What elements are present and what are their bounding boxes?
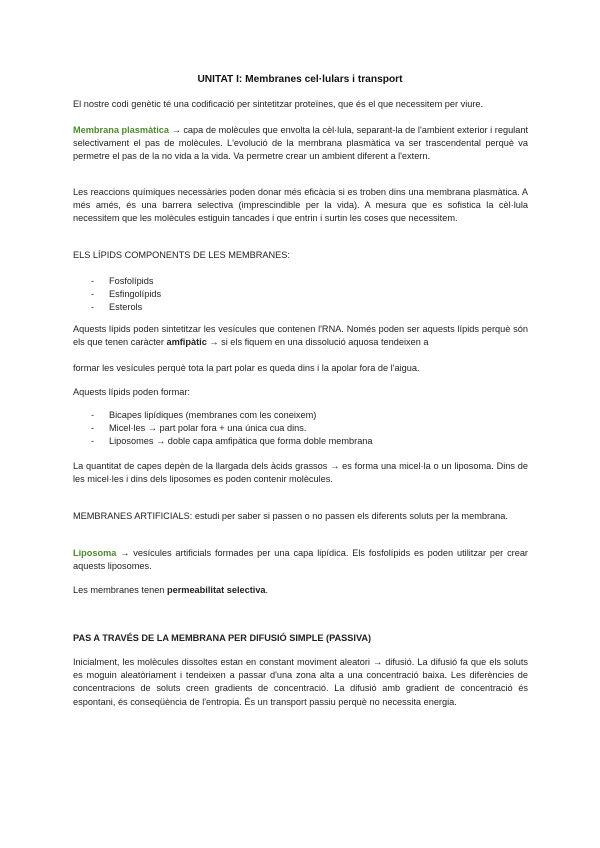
- lipids-list: [91, 275, 528, 315]
- term-liposome: Liposoma: [73, 548, 117, 558]
- list-item: - Esfingolípids: [91, 288, 528, 301]
- amphipathic-paragraph: [73, 323, 528, 349]
- list-item: - Esterols: [91, 301, 528, 314]
- term-plasma-membrane: Membrana plasmàtica: [73, 125, 170, 135]
- section-heading-diffusion: PAS A TRAVÉS DE LA MEMBRANA PER DIFUSIÓ SIMPLE (PASSIVA): [73, 633, 372, 643]
- plasma-membrane-paragraph: [73, 124, 528, 164]
- permeability-text-after: .: [265, 585, 269, 595]
- diffusion-paragraph: Inicialment, les molècules dissoltes estan en constant moviment aleatori → difusió. La difusió fa que els soluts es moguin aleatòriament i tendeixen a passar d'una zona alta a una concentració baixa. Les diferències de concentracions de soluts creen gradients de concentració. La difusió amb gradient de concentració és espontani, és conseqüència de l'entropia. És un transport passiu perquè no necessita energia.: [73, 657, 528, 707]
- can-form-paragraph: Aquests lípids poden formar:: [73, 387, 190, 397]
- amphipathic-text-after: → si els fiquem en una dissolució aquosa tendeixen a: [206, 337, 429, 348]
- list-item: - Bicapes lipídiques (membranes com les coneixem): [91, 409, 528, 422]
- list-item: - Liposomes → doble capa amfipàtica que forma doble membrana: [91, 435, 528, 448]
- layers-paragraph: La quantitat de capes depèn de la llargada dels àcids grassos → es forma una micel·la o un liposoma. Dins de les micel·les i dins dels liposomes es poden contenir molècules.: [73, 461, 528, 485]
- lipids-heading: ELS LÍPIDS COMPONENTS DE LES MEMBRANES:: [73, 250, 290, 260]
- artificial-membranes-paragraph: MEMBRANES ARTIFICIALS: estudi per saber si passen o no passen els diferents soluts per la membrana.: [73, 511, 508, 521]
- amphipathic-text-before: Aquests lípids poden sintetitzar les vesícules que contenen l'RNA. Només poden ser aquests lípids perquè són els que tenen caràcter: [73, 324, 528, 348]
- permeability-text-before: Les membranes tenen: [73, 585, 167, 595]
- list-item: - Micel·les → part polar fora + una única cua dins.: [91, 422, 528, 435]
- document-title: UNITAT I: Membranes cel·lulars i transport: [197, 74, 403, 85]
- chemical-reactions-paragraph: Les reaccions químiques necessàries poden donar més eficàcia si es troben dins una membrana plasmàtica. A més amés, és una barrera selectiva (imprescindible per la vida). A mesura que es sofistica la cèl·lula necessitem que les molècules estiguin tancades i que entrin i surtin les coses que necessitem.: [73, 187, 528, 224]
- liposome-definition: → vesícules artificials formades per una capa lipídica. Els fosfolípids es poden utilitzar per crear aquests liposomes.: [73, 548, 528, 572]
- liposome-paragraph: [73, 547, 528, 573]
- list-item: - Fosfolípids: [91, 275, 528, 288]
- vesicles-paragraph: formar les vesícules perquè tota la part polar es queda dins i la apolar fora de l'aigua.: [73, 363, 420, 373]
- intro-paragraph: El nostre codi genètic té una codificació per sintetitzar proteïnes, que és el que necessitem per viure.: [73, 99, 484, 109]
- forms-list: [91, 409, 528, 449]
- term-selective-permeability: permeabilitat selectiva: [166, 585, 266, 595]
- plasma-membrane-definition: → capa de molècules que envolta la cèl·lula, separant-la de l'ambient exterior i regulant selectivament el pas de molècules. L'evolució de la membrana plasmàtica va ser trascendental perquè va permetre el pas de la no vida a la vida. Va permetre crear un ambient diferent a l'extern.: [73, 125, 528, 162]
- selective-permeability-paragraph: [73, 584, 528, 597]
- term-amphipathic: amfipàtic: [166, 337, 207, 348]
